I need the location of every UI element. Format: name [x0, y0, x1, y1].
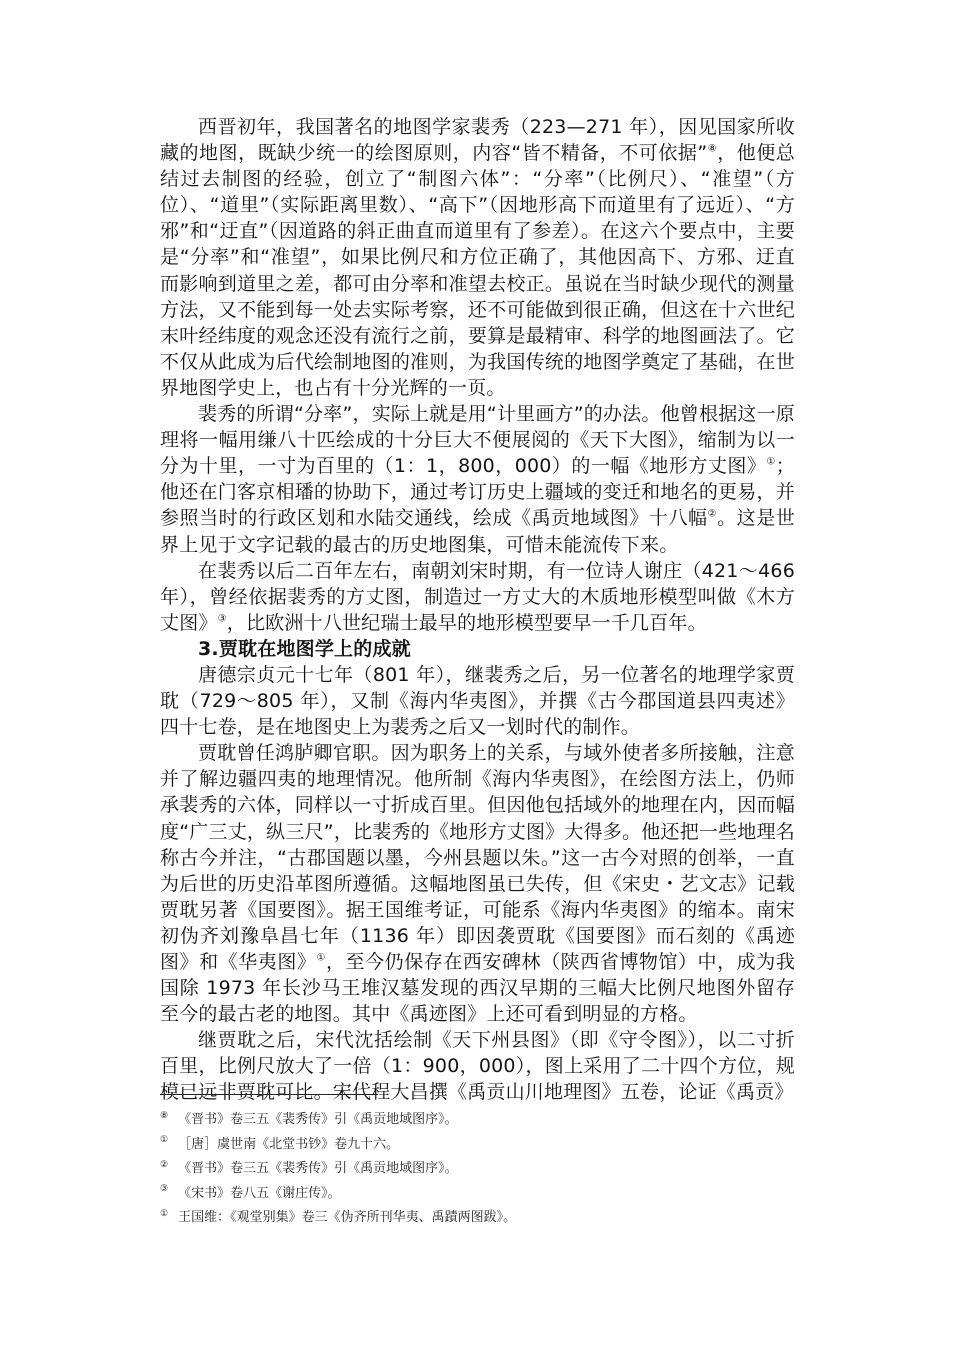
footnote-mark: ③ [160, 1184, 169, 1195]
footnote-text: 《晋书》卷三五《裴秀传》引《禹贡地域图序》。 [178, 1161, 458, 1177]
footnote-divider [160, 1094, 378, 1095]
footnote-text: ［唐］虞世南《北堂书钞》卷九十六。 [178, 1136, 400, 1152]
paragraph-text: ，比欧洲十八世纪瑞士最早的地形模型要早一千几百年。 [226, 611, 707, 634]
paragraph-text: ，他便总结过去制图的经验，创立了“制图六体”：“分率”（比例尺）、“准望”（方位）、“道里”（实际距离里数）、“高下”（因地形高下而道里有了远近）、“方邪”和“迂直”（因道路的斜正曲直而道里有了参差）。在这六个要点中，主要是“分率”和“准望”，如果比例尺和方位正确了，其他因高下、方邪、迂直而影响到道里之差，都可由分率和准望去校正。虽说在当时缺少现代的测量方法，又不能到每一处去实际考察，还不可能做到很正确，但这在十六世纪末叶经纬度的观念还没有流行之前，要算是最精审、科学的地图画法了。它不仅从此成为后代绘制地图的准则，为我国传统的地图学奠定了基础，在世界地图学史上，也占有十分光辉的一页。 [160, 142, 795, 399]
footnote-mark: ① [160, 1209, 169, 1220]
body-paragraph [160, 740, 795, 1027]
footnote-reference[interactable]: ① [766, 456, 776, 468]
footnote [160, 1108, 800, 1133]
paragraph-text: 唐德宗贞元十七年（801 年），继裴秀之后，另一位著名的地理学家贾耽（729～805 年），又制《海内华夷图》，并撰《古今郡国道县四夷述》四十七卷，是在地图史上为裴秀之后又一划时代的制作。 [160, 663, 795, 739]
footnote-mark: ② [160, 1159, 169, 1170]
body-paragraph [160, 662, 795, 740]
footnote [160, 1182, 800, 1207]
paragraph-text: 。这是世界上见于文字记载的最古的历史地图集，可惜未能流传下来。 [160, 507, 795, 556]
paragraph-text: 贾耽曾任鸿胪卿官职。因为职务上的关系，与域外使者多所接触，注意并了解边疆四夷的地理情况。他所制《海内华夷图》，在绘图方法上，仍师承裴秀的六体，同样以一寸折成百里。但因他包括域外的地理在内，因而幅度“广三丈，纵三尺”，比裴秀的《地形方丈图》大得多。他还把一些地理名称古今并注，“古郡国题以墨，今州县题以朱。”这一古今对照的创举，一直为后世的历史沿革图所遵循。这幅地图虽已失传，但《宋史・艺文志》记载贾耽另著《国要图》。据王国维考证，可能系《海内华夷图》的缩本。南宋初伪齐刘豫阜昌七年（1136 年）即因袭贾耽《国要图》而石刻的《禹迹图》和《华夷图》 [160, 742, 795, 973]
paragraph-text: 裴秀的所谓“分率”，实际上就是用“计里画方”的办法。他曾根据这一原理将一幅用缣八十匹绘成的十分巨大不便展阅的《天下大图》，缩制为以一分为十里，一寸为百里的（1：1，800，000）的一幅《地形方丈图》 [160, 403, 795, 478]
paragraph-text: ；他还在门客京相璠的协助下，通过考订历史上疆域的变迁和地名的更易，并参照当时的行政区划和水陆交通线，绘成《禹贡地域图》十八幅 [160, 455, 795, 530]
body-paragraph [160, 558, 795, 636]
footnote [160, 1206, 800, 1231]
footnote [160, 1157, 800, 1182]
body-text [160, 114, 795, 1106]
paragraph-text: 西晋初年，我国著名的地图学家裴秀（223—271 年），因见国家所收藏的地图，既缺少统一的绘图原则，内容“皆不精备，不可依据” [160, 116, 795, 165]
footnote [160, 1133, 800, 1158]
footnote-reference[interactable]: ① [316, 952, 326, 964]
footnote-mark: ① [160, 1135, 169, 1146]
paragraph-text: 3.贾耽在地图学上的成就 [198, 637, 411, 660]
paragraph-text: 继贾耽之后，宋代沈括绘制《天下州县图》（即《守令图》），以二寸折百里，比例尺放大了一倍（1：900，000），图上采用了二十四个方位，规模已远非贾耽可比。宋代程大昌撰《禹贡山川地理图》五卷，论证《禹贡》 [160, 1029, 795, 1104]
footnote-reference[interactable]: ② [707, 509, 718, 521]
footnote-reference[interactable]: ③ [217, 613, 227, 625]
body-paragraph [160, 114, 795, 401]
footnote-mark: ⑧ [160, 1110, 169, 1121]
footnotes [160, 1108, 800, 1231]
section-heading [160, 636, 795, 662]
footnote-text: 《晋书》卷三五《裴秀传》引《禹贡地域图序》。 [178, 1112, 458, 1127]
paragraph-text: ，至今仍保存在西安碑林（陕西省博物馆）中，成为我国除 1973 年长沙马王堆汉墓发现的西汉早期的三幅大比例尺地图外留存至今的最古老的地图。其中《禹迹图》上还可看到明显的方格。 [160, 951, 795, 1026]
body-paragraph [160, 401, 795, 558]
footnote-text: 《宋书》卷八五《谢庄传》。 [178, 1185, 341, 1201]
footnote-text: 王国维：《观堂别集》卷三《伪齐所刊华夷、禹蹟两图跋》。 [178, 1210, 517, 1226]
paragraph-text: 在裴秀以后二百年左右，南朝刘宋时期，有一位诗人谢庄（421～466 年），曾经依据裴秀的方丈图，制造过一方丈大的木质地形模型叫做《木方丈图》 [160, 559, 795, 634]
footnote-reference[interactable]: ⑧ [707, 143, 718, 155]
